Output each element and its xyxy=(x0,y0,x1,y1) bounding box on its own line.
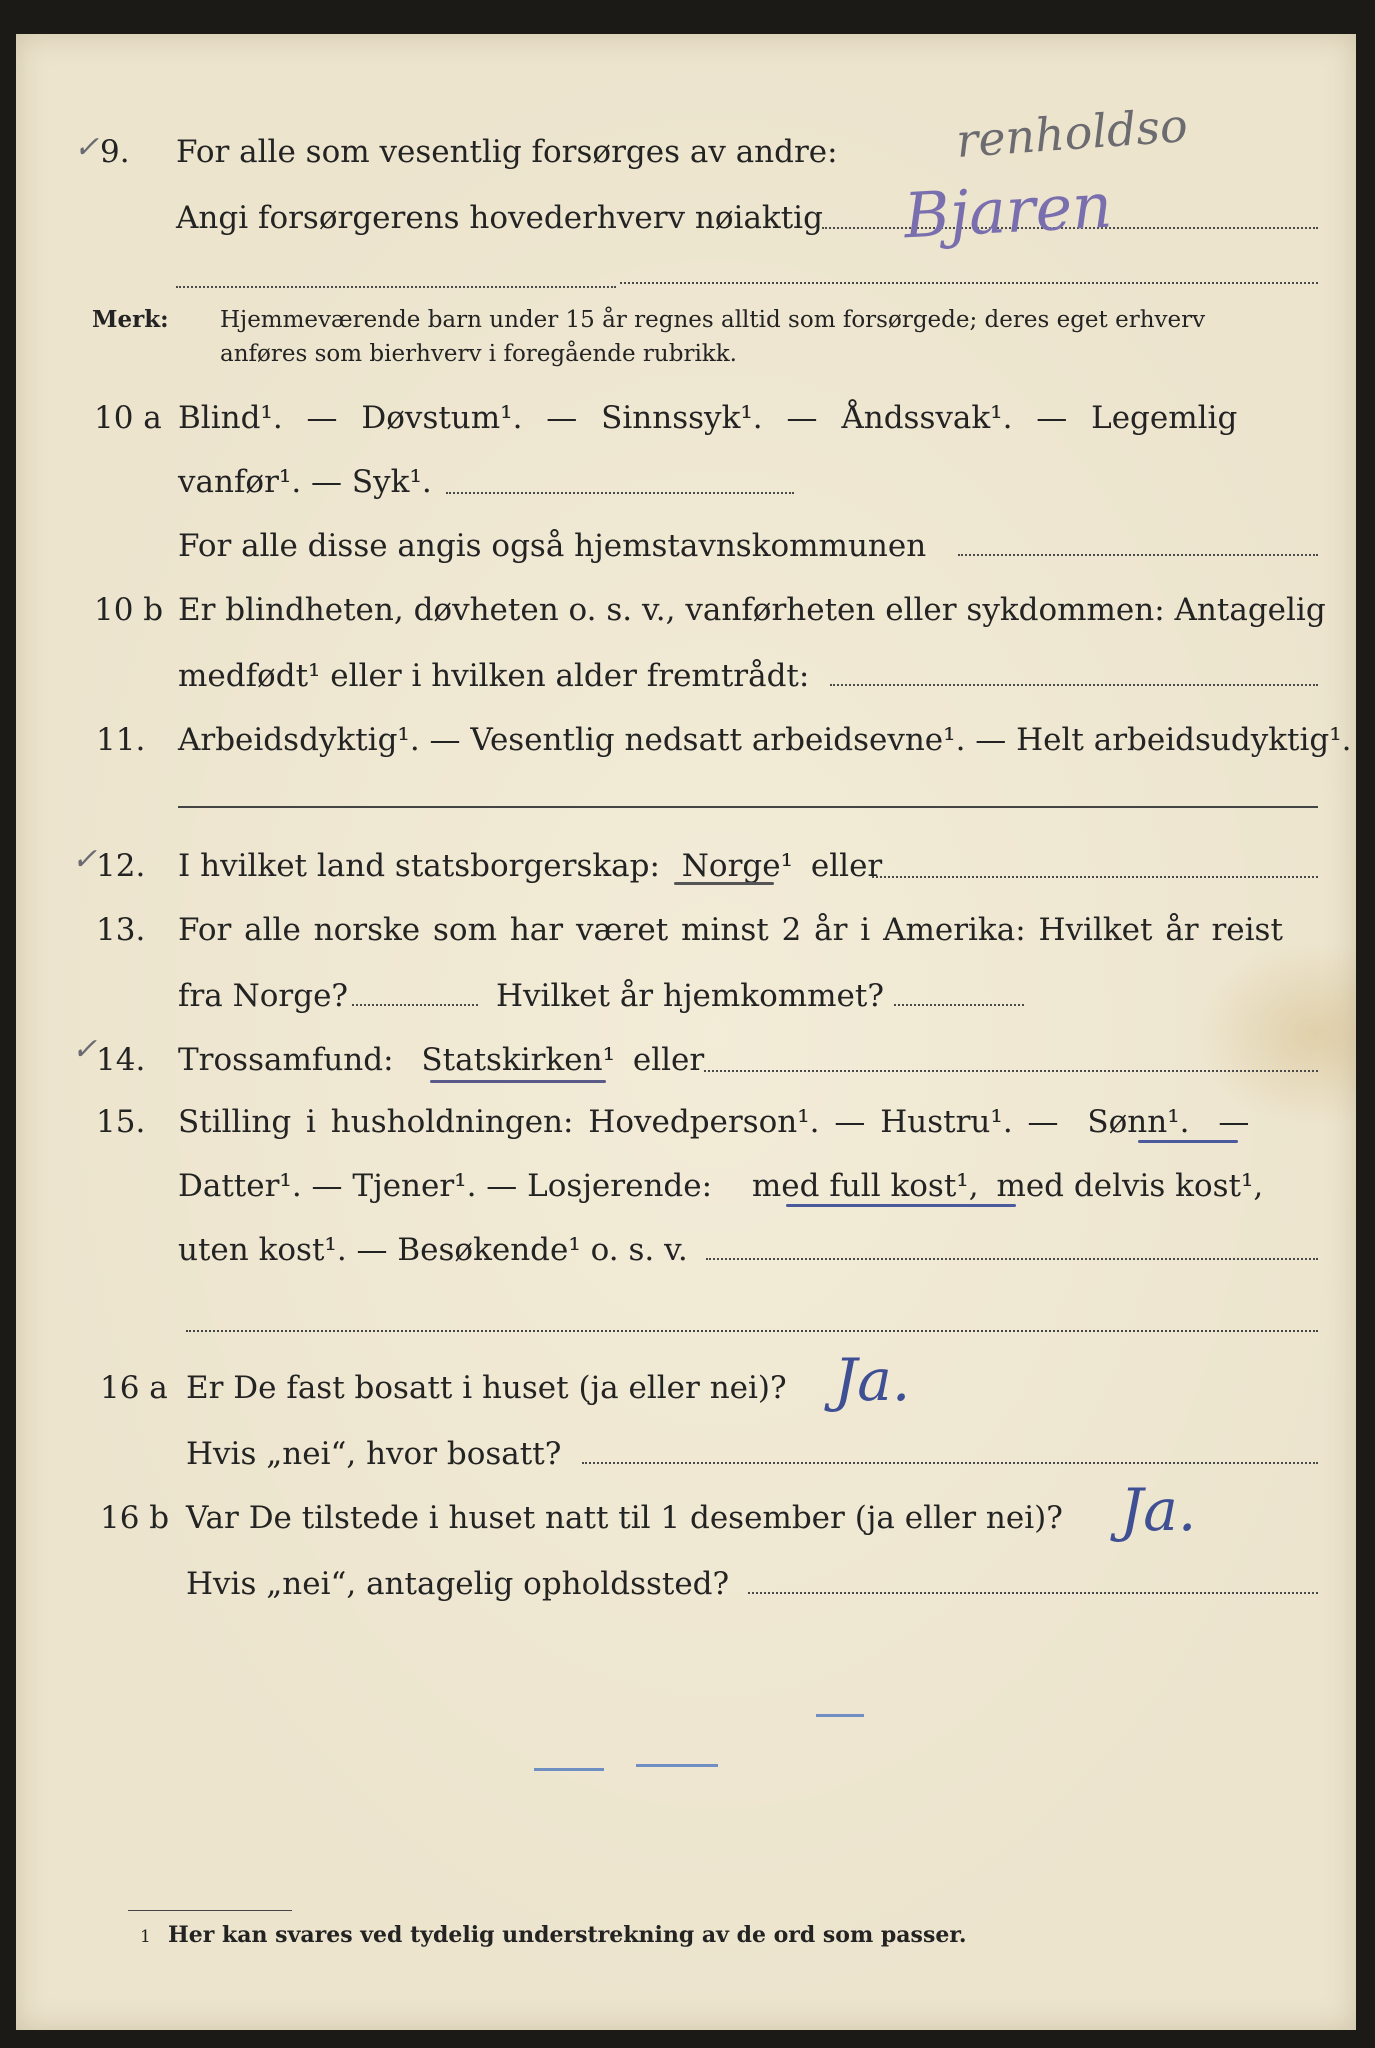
q12-or: eller xyxy=(810,848,883,884)
q15-question-line1 xyxy=(178,1102,1249,1142)
q16a-residence-field xyxy=(582,1462,1318,1464)
q14-choice-statskirken: Statskirken¹ xyxy=(421,1042,615,1078)
q15-answer-field xyxy=(706,1258,1318,1260)
q14-question xyxy=(178,1040,704,1080)
q9-handwritten-answer: Bjaren xyxy=(902,168,1114,253)
ink-mark xyxy=(816,1714,864,1717)
q9-question-line2: Angi forsørgerens hovederhverv nøiaktig xyxy=(176,200,823,236)
q9-number: 9. xyxy=(100,134,130,170)
q16b-question-line2: Hvis „nei“, antagelig opholdssted? xyxy=(186,1566,730,1602)
q15-question-line1-text: Stilling i husholdningen: Hovedperson¹. — Hustru¹. — xyxy=(178,1104,1059,1140)
merk-text-line2: anføres som bierhverv i foregående rubrikk. xyxy=(220,341,737,367)
census-form-page xyxy=(16,34,1356,2030)
q16b-number: 16 b xyxy=(100,1500,170,1536)
ink-mark xyxy=(636,1764,718,1767)
q16b-question-line1: Var De tilstede i huset natt til 1 desember (ja eller nei)? xyxy=(186,1500,1063,1536)
q10b-number: 10 b xyxy=(94,592,164,628)
q10a-question-line3: For alle disse angis også hjemstavnskommunen xyxy=(178,528,927,564)
pencil-checkmark-icon: ✓ xyxy=(74,130,100,165)
footnote-rule xyxy=(128,1910,292,1911)
q15-dash: — xyxy=(1218,1104,1250,1140)
q14-number: 14. xyxy=(96,1042,146,1078)
q10a-hometown-field xyxy=(958,554,1318,556)
q11-number: 11. xyxy=(96,722,146,758)
q9-handwritten-occupation: renholdso xyxy=(954,97,1190,169)
footnote-mark: 1 xyxy=(140,1927,151,1947)
merk-label: Merk: xyxy=(92,306,169,333)
q15-choice-sonn: Sønn¹. xyxy=(1087,1104,1190,1140)
q12-question-text: I hvilket land statsborgerskap: xyxy=(178,848,660,884)
q14-or: eller xyxy=(632,1042,705,1078)
q16a-question-line2: Hvis „nei“, hvor bosatt? xyxy=(186,1436,562,1472)
q12-number: 12. xyxy=(96,848,146,884)
q12-answer-field xyxy=(872,876,1318,878)
q13-question-line1: For alle norske som har været minst 2 år i Amerika: Hvilket år reist xyxy=(178,912,1283,948)
q10a-question-line1: Blind¹. — Døvstum¹. — Sinnssyk¹. — Åndssvak¹. — Legemlig xyxy=(178,400,1238,436)
ink-mark xyxy=(534,1768,604,1771)
q15-underline-full-kost xyxy=(786,1204,1016,1207)
q15-choice-full-kost: med full kost¹, xyxy=(751,1168,979,1204)
q13-number: 13. xyxy=(96,912,146,948)
q10a-number: 10 a xyxy=(94,400,162,436)
q14-question-text: Trossamfund: xyxy=(178,1042,394,1078)
footnote-text: Her kan svares ved tydelig understrekning av de ord som passer. xyxy=(168,1922,967,1948)
q11-question-line1: Arbeidsdyktig¹. — Vesentlig nedsatt arbeidsevne¹. — Helt arbeidsudyktig¹. xyxy=(178,722,1352,758)
q15-question-line2-text: Datter¹. — Tjener¹. — Losjerende: xyxy=(178,1168,713,1204)
q15-question-line3: uten kost¹. — Besøkende¹ o. s. v. xyxy=(178,1232,688,1268)
q12-underline-mark xyxy=(674,882,774,885)
q15-question-line2 xyxy=(178,1166,1263,1206)
pencil-checkmark-icon: ✓ xyxy=(72,1032,98,1067)
merk-text-line1: Hjemmeværende barn under 15 år regnes alltid som forsørgede; deres eget erhverv xyxy=(220,307,1206,333)
q9-question-line1: For alle som vesentlig forsørges av andre: xyxy=(176,134,838,170)
q10b-answer-field xyxy=(830,684,1318,686)
q13-question-line2a: fra Norge? xyxy=(178,978,349,1014)
q15-extra-field xyxy=(186,1330,1318,1332)
q15-number: 15. xyxy=(96,1104,146,1140)
q15-choice-delvis-kost: med delvis kost¹, xyxy=(996,1168,1264,1204)
q13-year-returned-field xyxy=(894,1004,1024,1006)
q10a-question-line2: vanfør¹. — Syk¹. xyxy=(178,464,432,500)
q9-extra-field-left xyxy=(176,286,616,288)
q11-divider xyxy=(178,806,1318,808)
q16a-handwritten-answer: Ja. xyxy=(834,1346,911,1414)
q12-question xyxy=(178,846,882,886)
q10b-question-line2: medfødt¹ eller i hvilken alder fremtrådt: xyxy=(178,658,810,694)
q16b-whereabouts-field xyxy=(748,1592,1318,1594)
q9-extra-field-right xyxy=(620,282,1318,284)
q14-answer-field xyxy=(704,1070,1318,1072)
q10a-answer-field xyxy=(446,492,794,494)
q16b-handwritten-answer: Ja. xyxy=(1120,1476,1197,1544)
q16a-question-line1: Er De fast bosatt i huset (ja eller nei)? xyxy=(186,1370,787,1406)
q15-underline-sonn xyxy=(1138,1140,1238,1143)
q12-choice-norge: Norge¹ xyxy=(681,848,794,884)
q14-underline-mark xyxy=(430,1080,606,1083)
q13-question-line2b: Hvilket år hjemkommet? xyxy=(496,978,884,1014)
q10b-question-line1: Er blindheten, døvheten o. s. v., vanførheten eller sykdommen: Antagelig xyxy=(178,592,1326,628)
q16a-number: 16 a xyxy=(100,1370,168,1406)
pencil-checkmark-icon: ✓ xyxy=(72,842,98,877)
q13-year-left-field xyxy=(352,1004,478,1006)
